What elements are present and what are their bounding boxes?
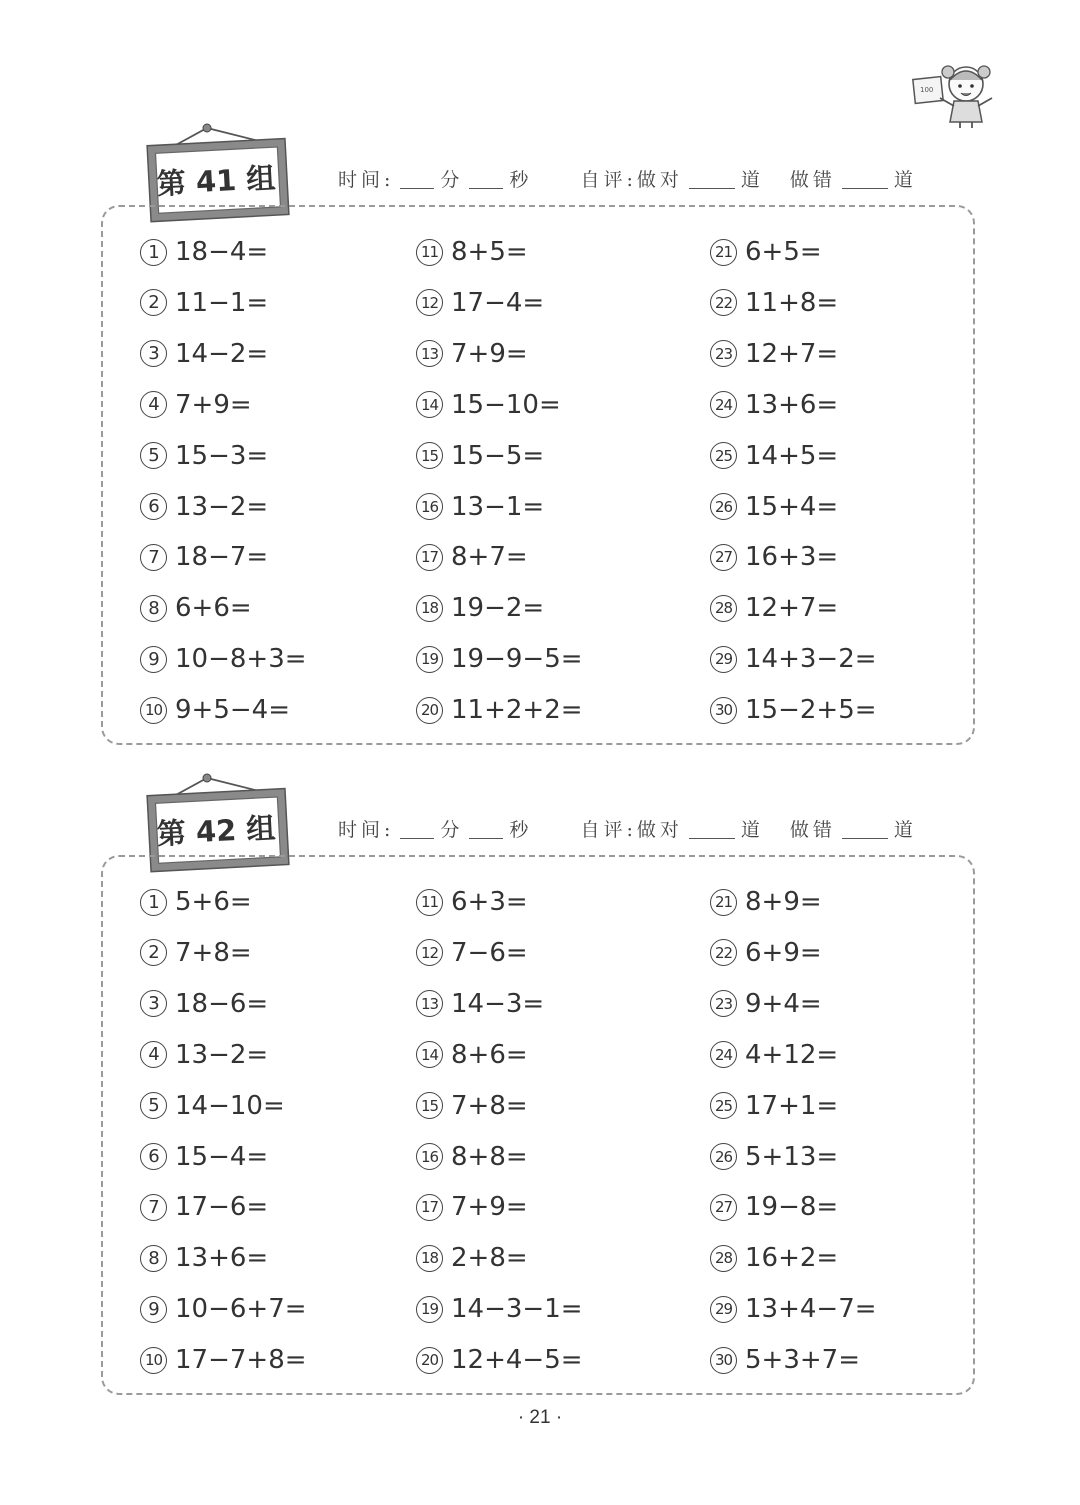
problem-number: 7 [140,544,167,571]
problem-item [416,385,561,425]
problem-item [710,639,877,679]
problem-number: 24 [710,391,737,418]
problem-number: 23 [710,990,737,1017]
minutes-blank[interactable] [400,168,434,189]
problem-number: 10 [140,697,167,724]
problem-item [710,690,877,730]
problem-expression: 15−2+5= [745,695,877,726]
problem-number: 26 [710,1143,737,1170]
problem-number: 6 [140,1143,167,1170]
problem-item [416,334,528,374]
problem-item [140,232,268,272]
problem-number: 25 [710,442,737,469]
problem-expression: 11+2+2= [451,695,583,726]
problem-item [140,1238,268,1278]
problem-item [710,1035,838,1075]
problem-item [416,639,583,679]
problem-item [416,690,583,730]
problem-expression: 7+8= [451,1090,528,1121]
problem-expression: 8+6= [451,1039,528,1070]
problem-item [416,283,544,323]
problem-expression: 18−4= [175,237,269,267]
unit-label-2: 道 [893,818,917,841]
problem-expression: 13+4−7= [745,1294,877,1325]
problem-expression: 16+2= [745,1243,839,1274]
problem-expression: 18−6= [175,988,269,1019]
problem-expression: 5+3+7= [745,1345,860,1376]
problem-expression: 6+6= [175,593,252,624]
problem-expression: 8+7= [451,542,528,573]
problem-number: 6 [140,493,167,520]
problem-number: 16 [416,1143,443,1170]
problem-number: 8 [140,1245,167,1272]
problem-item [140,1137,268,1177]
problem-number: 25 [710,1092,737,1119]
problem-expression: 14−2= [175,338,269,369]
problem-expression: 13−2= [175,491,269,522]
problem-expression: 18−7= [175,542,269,573]
problem-number: 29 [710,646,737,673]
problem-number: 30 [710,697,737,724]
problem-number: 9 [140,646,167,673]
problem-item [710,1137,838,1177]
problem-number: 27 [710,1194,737,1221]
problem-item [416,588,544,628]
problem-expression: 6+5= [745,237,822,267]
problem-item [416,487,544,527]
page-number: · 21 · [517,1407,563,1428]
problem-item [710,984,822,1024]
problem-item [416,1238,528,1278]
problem-item [710,1340,860,1380]
problem-item [140,1289,307,1329]
problem-item [710,588,838,628]
seconds-blank[interactable] [469,168,503,189]
problem-expression: 9+5−4= [175,695,290,726]
problem-item [416,1035,528,1075]
problem-item [140,639,307,679]
minute-label: 分 [440,168,464,191]
problem-expression: 6+3= [451,887,528,917]
problem-number: 1 [140,889,167,916]
problem-item [710,1187,838,1227]
problem-expression: 8+5= [451,237,528,267]
problem-expression: 15−4= [175,1141,269,1172]
problem-expression: 4+12= [745,1039,839,1070]
problem-item [710,232,822,272]
problem-number: 4 [140,1041,167,1068]
problem-item [710,283,838,323]
problem-expression: 12+4−5= [451,1345,583,1376]
problem-number: 2 [140,939,167,966]
problem-number: 27 [710,544,737,571]
problem-expression: 10−8+3= [175,644,307,675]
problem-number: 21 [710,889,737,916]
problem-item [416,1086,528,1126]
wrong-label: 做错 [789,818,836,841]
problem-item [416,1340,583,1380]
problem-item [140,933,252,973]
group-title: 第 42 组 [155,810,277,851]
problem-expression: 17+1= [745,1090,839,1121]
problem-expression: 17−7+8= [175,1345,307,1376]
problem-number: 12 [416,289,443,316]
problem-number: 14 [416,391,443,418]
problem-number: 18 [416,1245,443,1272]
girl-mascot-icon [910,58,1000,130]
problem-expression: 12+7= [745,593,839,624]
wrong-count-blank[interactable] [842,168,888,189]
problem-number: 13 [416,340,443,367]
problem-expression: 14−3−1= [451,1294,583,1325]
problem-expression: 14−3= [451,988,545,1019]
second-label: 秒 [509,168,533,191]
self-eval-label: 自评:做对 [580,168,683,191]
minutes-blank[interactable] [400,818,434,839]
problem-expression: 19−2= [451,593,545,624]
problem-number: 19 [416,646,443,673]
problem-expression: 19−8= [745,1192,839,1223]
problem-expression: 17−6= [175,1192,269,1223]
problem-number: 13 [416,990,443,1017]
problem-item [140,1187,268,1227]
seconds-blank[interactable] [469,818,503,839]
problem-item [710,385,838,425]
problem-item [710,436,838,476]
problem-expression: 8+9= [745,887,822,917]
problem-number: 30 [710,1347,737,1374]
problem-number: 10 [140,1347,167,1374]
problem-expression: 10−6+7= [175,1294,307,1325]
problem-expression: 7+8= [175,937,252,968]
problem-number: 17 [416,1194,443,1221]
problem-expression: 13−1= [451,491,545,522]
problem-expression: 14−10= [175,1090,285,1121]
problem-number: 18 [416,595,443,622]
second-label: 秒 [509,818,533,841]
problem-expression: 7−6= [451,937,528,968]
problem-number: 21 [710,239,737,266]
problem-expression: 5+6= [175,887,252,917]
problem-item [416,537,528,577]
problem-item [710,1238,838,1278]
problem-item [416,933,528,973]
problem-item [140,1086,285,1126]
problem-item [140,1035,268,1075]
problem-number: 3 [140,990,167,1017]
problem-number: 22 [710,939,737,966]
unit-label: 道 [740,818,764,841]
problem-expression: 7+9= [451,338,528,369]
wrong-label: 做错 [789,168,836,191]
problem-item [710,487,838,527]
unit-label: 道 [740,168,764,191]
problem-number: 26 [710,493,737,520]
problem-expression: 15+4= [745,491,839,522]
problem-item [416,436,544,476]
problem-expression: 19−9−5= [451,644,583,675]
problem-expression: 5+13= [745,1141,839,1172]
problem-item [710,933,822,973]
problem-number: 9 [140,1296,167,1323]
problem-item [710,1086,838,1126]
problem-expression: 17−4= [451,287,545,318]
problem-item [416,1187,528,1227]
problem-number: 7 [140,1194,167,1221]
problem-expression: 14+3−2= [745,644,877,675]
timing-and-self-eval [338,158,938,198]
problem-item [416,232,528,272]
problem-item [710,334,838,374]
problem-number: 16 [416,493,443,520]
problem-number: 11 [416,239,443,266]
problem-number: 8 [140,595,167,622]
problem-expression: 2+8= [451,1243,528,1274]
minute-label: 分 [440,818,464,841]
problem-item [416,1137,528,1177]
problem-expression: 15−3= [175,440,269,471]
problem-item [140,487,268,527]
problem-expression: 7+9= [175,389,252,420]
problem-number: 2 [140,289,167,316]
problem-number: 19 [416,1296,443,1323]
problem-item [140,882,252,922]
problem-expression: 11−1= [175,287,269,318]
problem-item [140,283,268,323]
problem-number: 17 [416,544,443,571]
problem-item [140,334,268,374]
time-label: 时间: [338,168,395,191]
correct-count-blank[interactable] [689,818,735,839]
problem-number: 20 [416,1347,443,1374]
timing-and-self-eval [338,808,938,848]
problem-number: 15 [416,1092,443,1119]
problem-expression: 15−10= [451,389,561,420]
problem-expression: 6+9= [745,937,822,968]
problem-expression: 8+8= [451,1141,528,1172]
problem-expression: 15−5= [451,440,545,471]
problem-number: 11 [416,889,443,916]
problem-number: 1 [140,239,167,266]
problem-number: 14 [416,1041,443,1068]
problem-expression: 16+3= [745,542,839,573]
problem-expression: 11+8= [745,287,839,318]
problem-item [140,690,290,730]
problem-item [416,1289,583,1329]
problem-expression: 13+6= [745,389,839,420]
problem-item [140,588,252,628]
problem-item [416,882,528,922]
problem-number: 4 [140,391,167,418]
problem-number: 28 [710,595,737,622]
problem-number: 29 [710,1296,737,1323]
problem-expression: 7+9= [451,1192,528,1223]
problem-item [710,1289,877,1329]
problem-number: 20 [416,697,443,724]
problem-number: 5 [140,442,167,469]
problem-item [140,1340,307,1380]
problem-item [140,984,268,1024]
problem-expression: 14+5= [745,440,839,471]
problem-number: 12 [416,939,443,966]
svg-text:100: 100 [920,86,934,94]
problem-item [710,882,822,922]
problem-item [140,385,252,425]
problem-item [140,537,268,577]
problem-expression: 13−2= [175,1039,269,1070]
problem-number: 22 [710,289,737,316]
problem-number: 15 [416,442,443,469]
problem-number: 28 [710,1245,737,1272]
problem-expression: 9+4= [745,988,822,1019]
problem-item [416,984,544,1024]
problem-number: 24 [710,1041,737,1068]
wrong-count-blank[interactable] [842,818,888,839]
group-title: 第 41 组 [155,160,277,201]
correct-count-blank[interactable] [689,168,735,189]
problem-number: 5 [140,1092,167,1119]
problem-item [710,537,838,577]
time-label: 时间: [338,818,395,841]
problem-expression: 12+7= [745,338,839,369]
problem-number: 3 [140,340,167,367]
problem-expression: 13+6= [175,1243,269,1274]
unit-label-2: 道 [893,168,917,191]
problem-number: 23 [710,340,737,367]
self-eval-label: 自评:做对 [580,818,683,841]
problem-item [140,436,268,476]
